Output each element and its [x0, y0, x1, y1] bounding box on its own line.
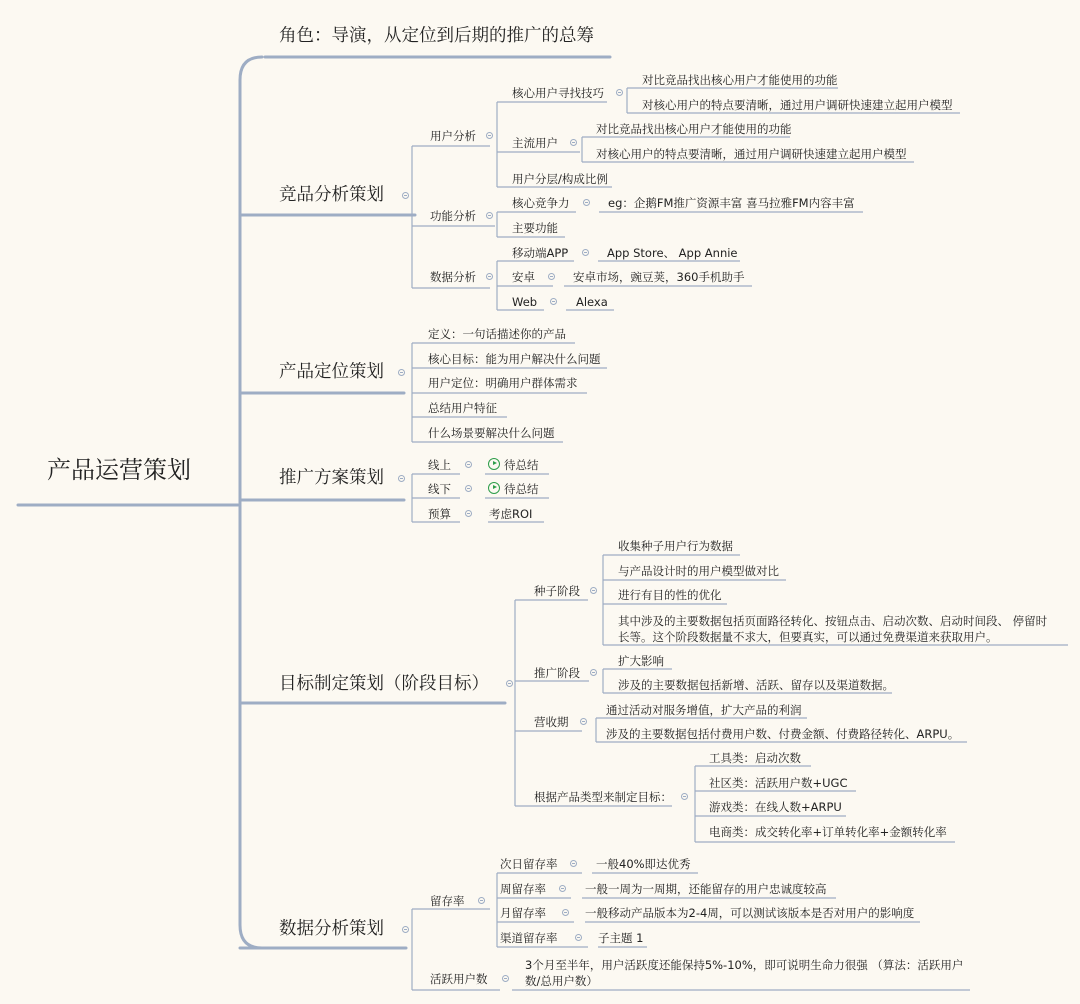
node-active-users[interactable]: 活跃用户数 — [430, 972, 488, 986]
leaf-month-note[interactable]: 一般移动产品版本为2-4周，可以测试该版本是否对用户的影响度 — [585, 906, 915, 920]
leaf-day1-note[interactable]: 一般40%即达优秀 — [596, 857, 691, 871]
node-mainstream-user[interactable]: 主流用户 — [512, 136, 558, 150]
leaf-type-tool[interactable]: 工具类：启动次数 — [709, 751, 801, 765]
collapse-icon[interactable] — [502, 975, 509, 982]
leaf-seed-2[interactable]: 与产品设计时的用户模型做对比 — [618, 564, 779, 578]
node-week-retention[interactable]: 周留存率 — [500, 882, 546, 896]
branch-data-analysis[interactable]: 数据分析策划 — [279, 919, 384, 939]
collapse-icon[interactable] — [402, 926, 409, 933]
collapse-icon[interactable] — [580, 718, 587, 725]
collapse-icon[interactable] — [562, 909, 569, 916]
leaf-web-src[interactable]: Alexa — [576, 295, 608, 309]
leaf-type-game[interactable]: 游戏类：在线人数+ARPU — [709, 800, 842, 814]
node-by-product-type[interactable]: 根据产品类型来制定目标： — [534, 790, 672, 804]
collapse-icon[interactable] — [616, 89, 623, 96]
node-core-compete[interactable]: 核心竞争力 — [512, 196, 570, 210]
collapse-icon[interactable] — [550, 298, 557, 305]
leaf-budget-note[interactable]: 考虑ROI — [489, 507, 533, 521]
node-retention[interactable]: 留存率 — [430, 894, 465, 908]
collapse-icon[interactable] — [570, 139, 577, 146]
leaf-seed-3[interactable]: 进行有目的性的优化 — [618, 588, 722, 602]
leaf-revenue-2[interactable]: 涉及的主要数据包括付费用户数、付费金额、付费路径转化、ARPU。 — [606, 727, 960, 741]
leaf-android-src[interactable]: 安卓市场，豌豆荚，360手机助手 — [573, 270, 745, 284]
leaf-mainstream-1[interactable]: 对比竞品找出核心用户才能使用的功能 — [596, 122, 792, 136]
collapse-icon[interactable] — [465, 510, 472, 517]
branch-role[interactable]: 角色：导演，从定位到后期的推广的总筹 — [279, 26, 594, 46]
leaf-main-func[interactable]: 主要功能 — [512, 221, 558, 235]
collapse-icon[interactable] — [590, 669, 597, 676]
collapse-icon[interactable] — [583, 199, 590, 206]
collapse-icon[interactable] — [559, 885, 566, 892]
leaf-positioning-5[interactable]: 什么场景要解决什么问题 — [428, 426, 555, 440]
node-mobile-app[interactable]: 移动端APP — [512, 246, 569, 260]
leaf-offline-task[interactable]: 待总结 — [504, 482, 539, 496]
leaf-seed-1[interactable]: 收集种子用户行为数据 — [618, 539, 733, 553]
leaf-positioning-2[interactable]: 核心目标：能为用户解决什么问题 — [428, 352, 601, 366]
node-user-analysis[interactable]: 用户分析 — [430, 129, 476, 143]
task-play-icon[interactable] — [488, 482, 500, 494]
collapse-icon[interactable] — [398, 369, 405, 376]
leaf-positioning-4[interactable]: 总结用户特征 — [428, 401, 497, 415]
collapse-icon[interactable] — [681, 793, 688, 800]
leaf-user-layer[interactable]: 用户分层/构成比例 — [512, 172, 608, 186]
node-seed-stage[interactable]: 种子阶段 — [534, 584, 580, 598]
node-android[interactable]: 安卓 — [512, 270, 535, 284]
node-budget[interactable]: 预算 — [428, 507, 451, 521]
leaf-type-social[interactable]: 社区类：活跃用户数+UGC — [709, 776, 848, 790]
leaf-channel-note[interactable]: 子主题 1 — [598, 931, 644, 945]
collapse-icon[interactable] — [486, 273, 493, 280]
leaf-seed-4[interactable]: 其中涉及的主要数据包括页面路径转化、按钮点击、启动次数、启动时间段、 停留时长等。这个阶段数据量不求大，但要真实，可以通过免费渠道来获取用户。 — [618, 614, 1048, 644]
leaf-mainstream-2[interactable]: 对核心用户的特点要清晰，通过用户调研快速建立起用户模型 — [596, 147, 907, 161]
branch-product-positioning[interactable]: 产品定位策划 — [279, 362, 384, 382]
leaf-core-skill-2[interactable]: 对核心用户的特点要清晰，通过用户调研快速建立起用户模型 — [642, 98, 953, 112]
node-channel-retention[interactable]: 渠道留存率 — [500, 931, 558, 945]
node-func-analysis[interactable]: 功能分析 — [430, 209, 476, 223]
collapse-icon[interactable] — [486, 212, 493, 219]
leaf-mobile-app-src[interactable]: App Store、 App Annie — [607, 246, 738, 260]
node-web[interactable]: Web — [512, 295, 538, 309]
leaf-revenue-1[interactable]: 通过活动对服务增值，扩大产品的利润 — [606, 703, 802, 717]
collapse-icon[interactable] — [548, 273, 555, 280]
branch-goal-setting[interactable]: 目标制定策划（阶段目标） — [279, 674, 489, 694]
leaf-online-task[interactable]: 待总结 — [504, 458, 539, 472]
leaf-promo-2[interactable]: 涉及的主要数据包括新增、活跃、留存以及渠道数据。 — [618, 678, 894, 692]
collapse-icon[interactable] — [575, 934, 582, 941]
root-topic[interactable]: 产品运营策划 — [47, 456, 191, 484]
node-online[interactable]: 线上 — [428, 458, 451, 472]
leaf-week-note[interactable]: 一般一周为一周期，还能留存的用户忠诚度较高 — [585, 882, 827, 896]
node-revenue-stage[interactable]: 营收期 — [534, 715, 569, 729]
node-promo-stage[interactable]: 推广阶段 — [534, 666, 580, 680]
node-day1-retention[interactable]: 次日留存率 — [500, 857, 558, 871]
leaf-promo-1[interactable]: 扩大影响 — [618, 654, 664, 668]
leaf-positioning-3[interactable]: 用户定位：明确用户群体需求 — [428, 376, 578, 390]
collapse-icon[interactable] — [506, 680, 513, 687]
collapse-icon[interactable] — [486, 132, 493, 139]
branch-competitor-analysis[interactable]: 竞品分析策划 — [279, 185, 384, 205]
leaf-active-note[interactable]: 3个月至半年，用户活跃度还能保持5%-10%，即可说明生命力很强 （算法：活跃用户数/总用户数） — [525, 958, 964, 988]
node-core-user-skill[interactable]: 核心用户寻找技巧 — [512, 86, 604, 100]
leaf-core-skill-1[interactable]: 对比竞品找出核心用户才能使用的功能 — [642, 73, 838, 87]
node-offline[interactable]: 线下 — [428, 482, 451, 496]
collapse-icon[interactable] — [402, 192, 409, 199]
leaf-positioning-1[interactable]: 定义：一句话描述你的产品 — [428, 327, 566, 341]
leaf-type-ecommerce[interactable]: 电商类：成交转化率+订单转化率+金额转化率 — [709, 825, 947, 839]
node-month-retention[interactable]: 月留存率 — [500, 906, 546, 920]
collapse-icon[interactable] — [570, 860, 577, 867]
task-play-icon[interactable] — [488, 458, 500, 470]
collapse-icon[interactable] — [465, 485, 472, 492]
collapse-icon[interactable] — [582, 249, 589, 256]
collapse-icon[interactable] — [590, 587, 597, 594]
branch-promotion-plan[interactable]: 推广方案策划 — [279, 468, 384, 488]
collapse-icon[interactable] — [465, 461, 472, 468]
collapse-icon[interactable] — [478, 897, 485, 904]
leaf-core-compete-eg[interactable]: eg：企鹅FM推广资源丰富 喜马拉雅FM内容丰富 — [608, 196, 855, 210]
node-data-analysis[interactable]: 数据分析 — [430, 270, 476, 284]
collapse-icon[interactable] — [398, 475, 405, 482]
